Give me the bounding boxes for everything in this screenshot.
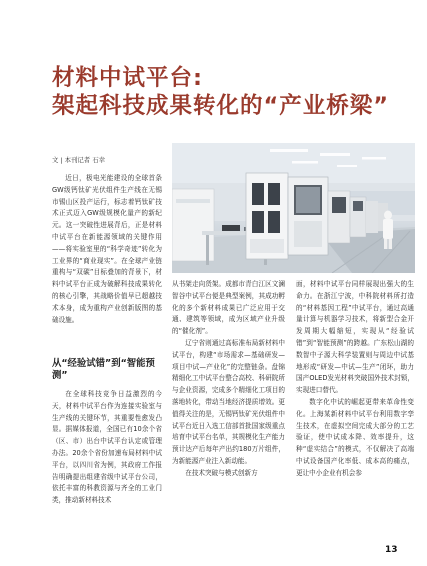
- paragraph: 在全球科技竞争日益激烈的今天，材料中试平台作为连接实验室与生产线的关键环节，其重要性愈发凸显。据媒体报道，全国已有10余个省（区、市）出台中试平台认定或管理办法。20余个省份加速布局材料中试平台，以四川省为例，其政府工作报告明确提出组建省级中试平台公司，依托丰富的科教资源与齐全的工业门类，推动新材料技术: [52, 390, 162, 505]
- column-1-section: [52, 389, 162, 507]
- title-line-1: 材料中试平台:: [52, 65, 203, 91]
- paragraph: 在技术突破与模式创新方: [185, 468, 258, 477]
- paragraph: 辽宁省则通过高标准布局新材料中试平台，构建“市场需求—基础研发—项目中试—产业化”的完整链条。盘锦精细化工中试平台整合高校、科研院所与企业资源，完成多个精细化工项目的落地转化，带动当地经济提质增效。更值得关注的是，无锡钙钛矿光伏组件中试平台近日入选工信部首批国家级重点培育中试平台名单，其规模化生产能力预计达产后每年产出约180万片组件，为新能源产业注入新动能。: [172, 338, 285, 465]
- column-2: [172, 279, 285, 480]
- section-heading: 从“经验试错”到“智能预测”: [52, 358, 155, 381]
- paragraph: 面，材料中试平台同样展现出强大的生命力。在浙江宁波，中科院材料所打造的“材料基因工程”中试平台，通过高通量计算与机器学习技术，将新型合金开发周期大幅缩短，实现从“经验试错”到“智能预测”的跨越。广东松山湖的数智中子源大科学装置则与周边中试基地形成“研发—中试—生产”闭环，助力国产OLED发光材料突破国外技术封锁，实现进口替代。: [296, 280, 414, 395]
- title-line-2: 架起科技成果转化的“产业桥梁”: [52, 93, 390, 119]
- page-number: 13: [385, 545, 398, 555]
- article-title: [52, 64, 389, 120]
- lab-photo: [172, 143, 415, 273]
- paragraph: 数字化中试的崛起更带来革命性变化。上海某新材料中试平台利用数字孪生技术，在虚拟空间完成大部分的工艺验证，使中试成本降、效率提升，这种“虚实结合”的模式，不仅解决了高端中试设备国产化率低、成本高的痛点，更让中小企业有机会参: [296, 397, 414, 477]
- byline: 文 | 本刊记者 石幸: [52, 156, 105, 164]
- paragraph: 从书架走向货架。成都市青白江区文澜智谷中试平台便是典型案例，其成功孵化的多个新材料成果已广泛应用于交通、建筑等领域，成为区域产业升级的“催化剂”。: [172, 280, 285, 336]
- column-3: [296, 279, 414, 480]
- lab-photo-illustration: [172, 143, 415, 273]
- column-1-intro: [52, 173, 162, 326]
- paragraph: 近日，极电光能建设的全球首条GW级钙钛矿光伏组件生产线在无锡市锡山区投产运行，标志着钙钛矿技术正式迈入GW级规模化量产的新纪元。这一突破性进展背后，正是材料中试平台在新能源领域的关键作用——将实验室里的“科学奇迹”转化为工业界的“商业现实”。在全球产业链重构与“双碳”目标叠加的背景下，材料中试平台正成为破解科技成果转化的核心引擎，其战略价值早已超越技术本身，成为重构产业创新版图的基础设施。: [52, 174, 162, 324]
